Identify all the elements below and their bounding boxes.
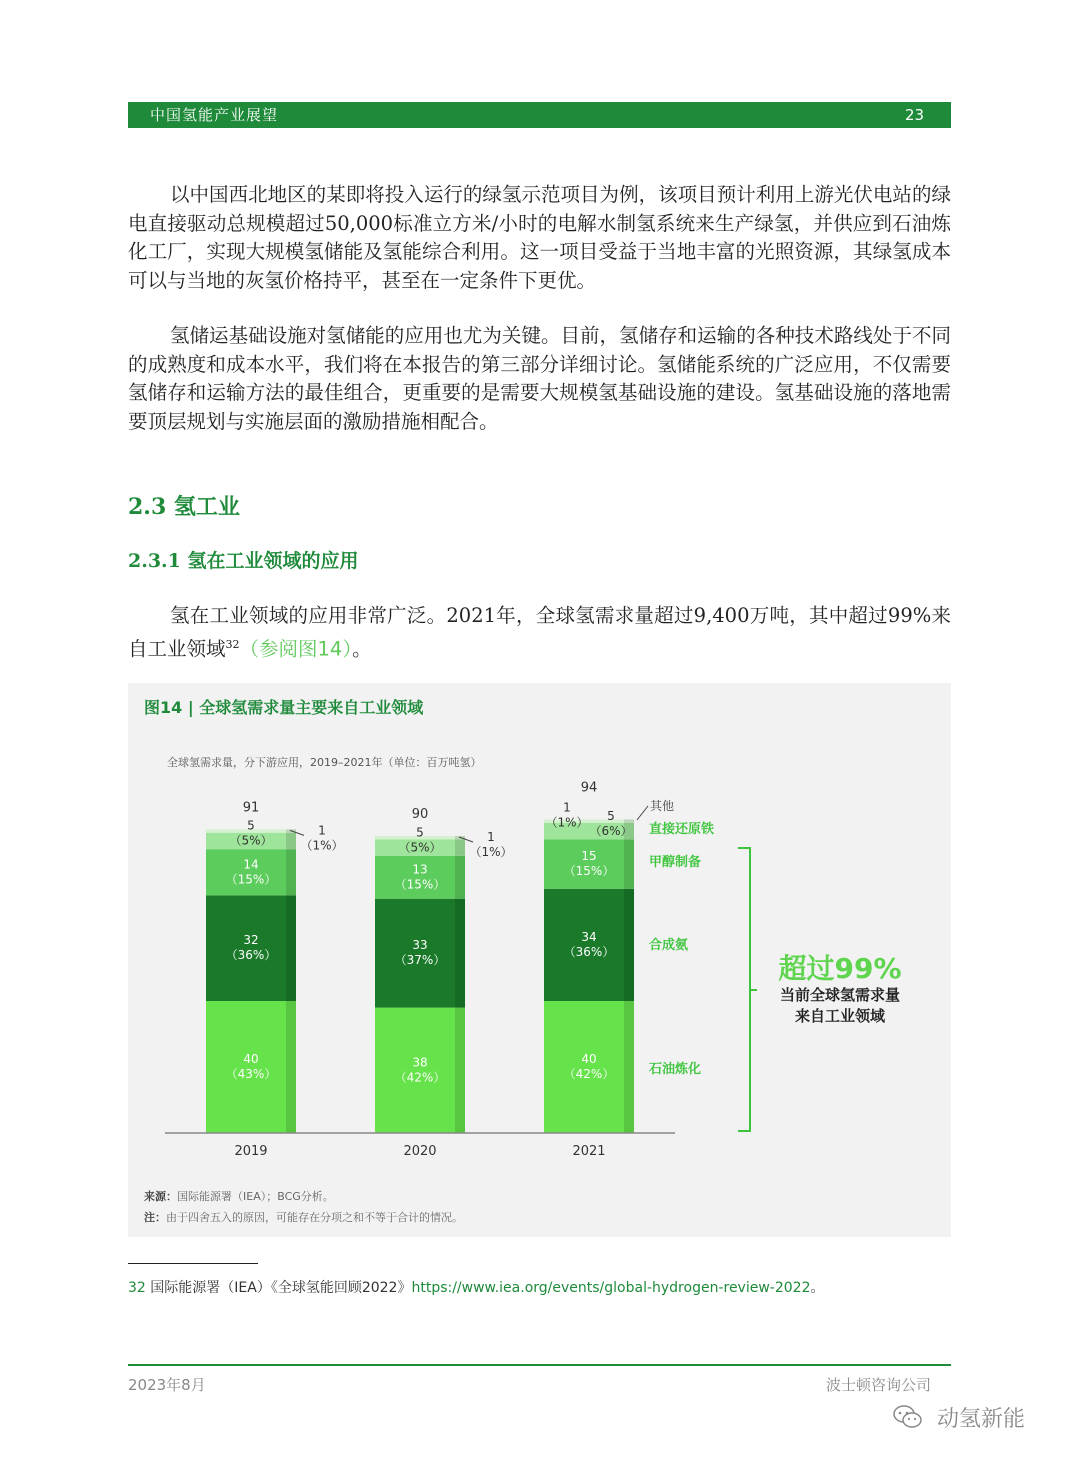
note-label: 注：	[144, 1211, 166, 1224]
data-label-pct: （42%）	[563, 1067, 615, 1081]
data-label-value: 1	[318, 823, 326, 838]
footer-company: 波士顿咨询公司	[826, 1376, 932, 1394]
source-label: 来源：	[144, 1190, 177, 1203]
bar-segment-shade	[455, 856, 465, 899]
data-label-pct: （15%）	[225, 872, 277, 887]
data-label-value: 5	[416, 825, 424, 840]
footnote	[128, 1277, 824, 1297]
data-label-value: 1	[563, 800, 571, 815]
data-label-value: 40	[581, 1052, 597, 1066]
total-label: 94	[580, 780, 598, 796]
footnote-link[interactable]: https://www.iea.org/events/global-hydrogen-review-2022	[411, 1280, 811, 1296]
total-label: 90	[411, 807, 429, 822]
legend-other: 其他	[650, 799, 675, 813]
data-label-value: 13	[412, 862, 428, 877]
x-tick-label: 2019	[234, 1144, 268, 1159]
data-label-pct: （37%）	[394, 953, 446, 968]
bar-segment-shade	[455, 1008, 465, 1133]
paragraph-2: 氢储运基础设施对氢储能的应用也尤为关键。目前，氢储存和运输的各种技术路线处于不同的成熟度和成本水平，我们将在本报告的第三部分详细讨论。氢储能系统的广泛应用，不仅需要氢储存和运输方法的最佳组合，更重要的是需要大规模氢基础设施的建设。氢基础设施的落地需要顶层规划与实施层面的激励措施相配合。	[128, 324, 951, 433]
data-label-pct: （6%）	[589, 823, 633, 838]
figure-title: 图14 | 全球氢需求量主要来自工业领域	[144, 698, 424, 717]
intro-text: 氢在工业领域的应用非常广泛。2021年，全球氢需求量超过9,400万吨，其中超过99%来自工业领域	[128, 604, 951, 660]
note-text: 由于四舍五入的原因，可能存在分项之和不等于合计的情况。	[166, 1211, 463, 1224]
figure-ref-link[interactable]: （参阅图14）	[239, 637, 353, 660]
data-label-pct: （15%）	[394, 877, 446, 892]
header-title: 中国氢能产业展望	[150, 106, 279, 124]
data-label-value: 32	[243, 933, 259, 948]
data-label-value: 15	[581, 849, 597, 864]
data-label-value: 14	[243, 857, 259, 872]
data-label-value: 40	[243, 1052, 259, 1066]
figure-subtitle: 全球氢需求量，分下游应用，2019–2021年（单位：百万吨氢）	[167, 756, 482, 769]
bar-segment-shade	[624, 889, 634, 1001]
data-label-pct: （5%）	[229, 833, 273, 848]
data-label-value: 5	[247, 818, 255, 833]
bar-segment-shade	[455, 899, 465, 1008]
bar-segment-shade	[286, 849, 296, 895]
paragraph-1: 以中国西北地区的某即将投入运行的绿氢示范项目为例，该项目预计利用上游光伏电站的绿电直接驱动总规模超过50,000标准立方米/小时的电解水制氢系统来生产绿氢，并供应到石油炼化工厂，实现大规模氢储能及氢能综合利用。这一项目受益于当地丰富的光照资源，其绿氢成本可以与当地的灰氢价格持平，甚至在一定条件下更优。	[128, 183, 951, 292]
legend-ammonia: 合成氨	[649, 938, 689, 953]
legend-refining: 石油炼化	[649, 1062, 702, 1077]
section-heading: 2.3 氢工业	[128, 494, 240, 520]
industry-bracket	[738, 848, 757, 1131]
subsection-heading: 2.3.1 氢在工业领域的应用	[128, 550, 359, 572]
data-label-pct: （43%）	[225, 1067, 277, 1081]
figure-note	[144, 1209, 463, 1225]
intro-end: 。	[352, 637, 372, 660]
bar-segment-shade	[286, 1001, 296, 1133]
footnote-text: 国际能源署（IEA）《全球氢能回顾2022》	[150, 1280, 412, 1296]
footnote-ref[interactable]: 32	[225, 637, 240, 651]
data-label-value: 34	[581, 929, 597, 944]
data-label-pct: （1%）	[545, 815, 589, 830]
data-label-value: 1	[487, 830, 495, 844]
data-label-value: 33	[412, 938, 428, 953]
watermark-text: 动氢新能	[937, 1407, 1026, 1432]
stacked-bar-chart	[128, 770, 951, 1170]
data-label-pct: （36%）	[225, 948, 277, 963]
source-text: 国际能源署（IEA）；BCG分析。	[177, 1190, 334, 1203]
data-label-pct: （5%）	[398, 840, 442, 855]
footer-date: 2023年8月	[128, 1376, 206, 1394]
x-tick-label: 2021	[572, 1144, 606, 1159]
intro-paragraph	[128, 602, 951, 664]
data-label-value: 5	[607, 808, 615, 823]
bar-segment-shade	[286, 833, 296, 850]
legend-dri: 直接还原铁	[649, 822, 715, 837]
callout-percent: 超过99%	[778, 952, 902, 985]
bar-segment-shade	[286, 895, 296, 1001]
legend-methanol: 甲醇制备	[649, 855, 702, 870]
footnote-number: 32	[128, 1280, 146, 1296]
data-label-pct: （36%）	[563, 944, 615, 959]
footnote-end: 。	[810, 1280, 825, 1296]
bar-segment-shade	[624, 839, 634, 889]
data-label-pct: （1%）	[300, 838, 344, 853]
data-label-value: 38	[412, 1055, 428, 1070]
bar-segment-shade	[624, 1001, 634, 1133]
bar-segment-shade	[624, 820, 634, 823]
callout-line-2: 来自工业领域	[794, 1007, 886, 1025]
x-tick-label: 2020	[403, 1144, 437, 1159]
data-label-pct: （1%）	[469, 845, 513, 859]
page-number: 23	[905, 106, 925, 124]
footer-divider	[128, 1364, 951, 1366]
footnote-divider	[128, 1263, 258, 1264]
total-label: 91	[242, 800, 260, 816]
data-label-pct: （42%）	[394, 1070, 446, 1085]
bar-segment-shade	[455, 839, 465, 856]
figure-source	[144, 1188, 334, 1204]
wechat-icon	[893, 1404, 923, 1430]
callout-line-1: 当前全球氢需求量	[779, 986, 901, 1004]
legend-other-leader	[637, 806, 648, 820]
data-label-pct: （15%）	[563, 864, 615, 879]
